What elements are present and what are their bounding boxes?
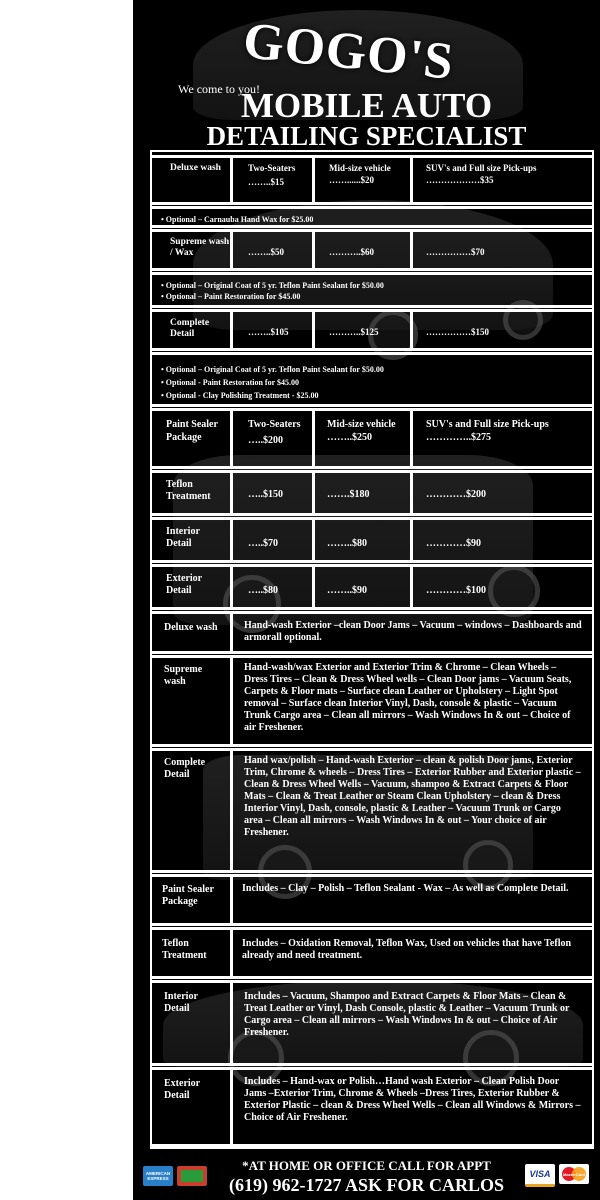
price-value: …..$200 [248,435,283,446]
price-row-complete [152,309,592,351]
column-header: Two-Seaters [248,419,301,430]
price-value: ……..$80 [327,538,367,549]
service-label: Teflon [166,479,193,490]
option-row-1 [152,206,592,228]
service-label: Exterior [164,1078,201,1089]
service-description: Hand-wash Exterior –clean Door Jams – Vacuum – windows – Dashboards and armorall optional. [244,620,582,643]
service-label: wash [164,676,186,687]
service-description: Hand-wash/wax Exterior and Exterior Trim & Chrome – Clean Wheels – Dress Tires – Clean & Dress Wheel wells – Clean Door jams – Vacuum Seats, Carpets & Floor mats – Surface clean Leather or Upholstery – Light Spot removal – Surface clean Interior Vinyl, Dash, console & plastic – Vacuum Trunk Cargo area – Clean all mirrors – Wash Windows In & out – Choice of air Freshener. [244,662,572,733]
service-description: Includes – Oxidation Removal, Teflon Wax, Used on vehicles that have Teflon already and need treatment. [242,938,572,961]
price-value: ……..$90 [327,585,367,596]
service-label: Deluxe wash [170,163,221,173]
column-header: Mid-size vehicle [327,419,396,430]
price-value: …..$80 [248,585,278,596]
price-row-teflon [152,470,592,516]
option-text: • Optional - Paint Restoration for $45.00 [161,378,299,387]
price-value: ……………$70 [426,247,485,257]
price-value: ……..$15 [248,177,284,187]
price-value: …………$90 [426,538,481,549]
price-row-supreme [152,229,592,271]
service-label: Package [162,896,198,907]
footer [133,1150,600,1200]
service-label: Treatment [166,491,211,502]
brand-name: GOGO'S [240,12,457,91]
price-value: …….$180 [327,489,370,500]
service-label: Detail [164,769,190,780]
amex-card-icon: AMERICAN EXPRESS [143,1166,173,1186]
desc-row-paint-sealer [152,874,592,926]
service-label: Detail [166,585,192,596]
service-label: Detail [170,329,195,339]
service-label: Teflon [162,938,189,949]
brand-line-detailing: DETAILING SPECIALIST [206,121,527,151]
service-label: Detail [164,1003,190,1014]
price-value: …………$200 [426,489,486,500]
column-header: Mid-size vehicle [329,163,391,173]
price-value: ………………$35 [426,175,494,185]
column-header: SUV's and Full size Pick-ups [426,163,537,173]
service-label: Package [166,432,202,443]
price-value: ………..$60 [329,247,374,257]
service-label: Interior [164,991,198,1002]
desc-row-deluxe [152,611,592,654]
price-value: …..$150 [248,489,283,500]
desc-row-complete [152,748,592,873]
service-label: Detail [164,1090,190,1101]
price-value: ……..$250 [327,432,372,443]
service-description: Hand wax/polish – Hand-wash Exterior – clean & polish Door jams, Exterior Trim, Chrome & wheels – Dress Tires – Exterior Rubber and Exterior plastic – Clean & Dress Wheel Wells – Vacuum, shampoo & Extract Carpets & Floor Mats – Clean & Treat Leather or Steam Clean Upholstery – clean & Dress Interior Vinyl, Dash, console, plastic & Leather – Vacuum Trunk or Cargo area – Clean all mirrors – Wash Windows In & out – Your choice of air Freshener. [244,755,581,838]
brand-line-mobile-auto: MOBILE AUTO [240,86,493,125]
service-label: Supreme wash [170,237,230,247]
price-value: ……......$20 [329,175,374,185]
phone-contact: (619) 962-1727 ASK FOR CARLOS [228,1175,504,1195]
option-row-3 [152,352,592,407]
service-label: Detail [166,538,192,549]
price-value: ……………$150 [426,327,489,337]
service-label: Paint Sealer [166,419,218,430]
desc-row-exterior [152,1067,592,1147]
price-value: …..$70 [248,538,278,549]
service-label: / Wax [170,248,194,258]
option-row-2 [152,272,592,308]
service-label: Exterior [166,573,203,584]
desc-row-teflon [152,927,592,979]
column-header: SUV's and Full size Pick-ups [426,419,549,430]
option-text: • Optional – Paint Restoration for $45.00 [161,292,301,301]
price-value: ………..$125 [329,327,379,337]
service-description: Includes – Hand-wax or Polish…Hand wash Exterior – Clean Polish Door Jams –Exterior Trim, Chrome & Wheels –Dress Tires, Exterior Rubber & Exterior Plastic – clean & Dress Wheel Wells – Clean all Windows & Mirrors – Choice of Air Freshener. [244,1076,581,1123]
service-label: Complete [170,318,210,328]
desc-row-supreme [152,655,592,747]
service-label: Complete [164,757,206,768]
option-text: • Optional – Original Coat of 5 yr. Teflon Paint Sealant for $50.00 [161,281,384,290]
service-label: Deluxe wash [164,622,218,633]
brand-tagline: We come to you! [178,82,261,96]
call-for-appointment: *AT HOME OR OFFICE CALL FOR APPT [242,1158,491,1173]
flyer [133,0,600,1200]
brand-header [133,0,600,152]
option-text: • Optional – Carnauba Hand Wax for $25.00 [161,215,314,224]
option-text: • Optional - Clay Polishing Treatment - $25.00 [161,391,319,400]
service-label: Supreme [164,664,203,675]
service-label: Paint Sealer [162,884,214,895]
price-row-deluxe [152,155,592,205]
column-header: Two-Seaters [248,163,296,173]
desc-row-interior [152,980,592,1066]
price-row-exterior [152,564,592,610]
price-row-interior [152,517,592,563]
price-row-paint-sealer [152,408,592,469]
price-value: ……..$105 [248,327,289,337]
price-list-frame [150,150,594,1149]
option-text: • Optional – Original Coat of 5 yr. Teflon Paint Sealant for $50.00 [161,365,384,374]
mastercard-icon: MasterCard [559,1164,589,1184]
service-label: Interior [166,526,200,537]
price-value: …………$100 [426,585,486,596]
service-description: Includes – Vacuum, Shampoo and Extract Carpets & Floor Mats – Clean & Treat Leather or Vinyl, Dash Console, plastic & Leather – Vacuum Trunk or Cargo area – Clean all mirrors – Wash Windows In & out – Choice of Air Freshener. [244,991,570,1038]
service-label: Treatment [162,950,207,961]
visa-card-icon: VISA [525,1164,555,1187]
price-value: …………..$275 [426,432,491,443]
service-description: Includes – Clay – Polish – Teflon Sealant - Wax – As well as Complete Detail. [242,883,569,894]
price-value: ……..$50 [248,247,284,257]
